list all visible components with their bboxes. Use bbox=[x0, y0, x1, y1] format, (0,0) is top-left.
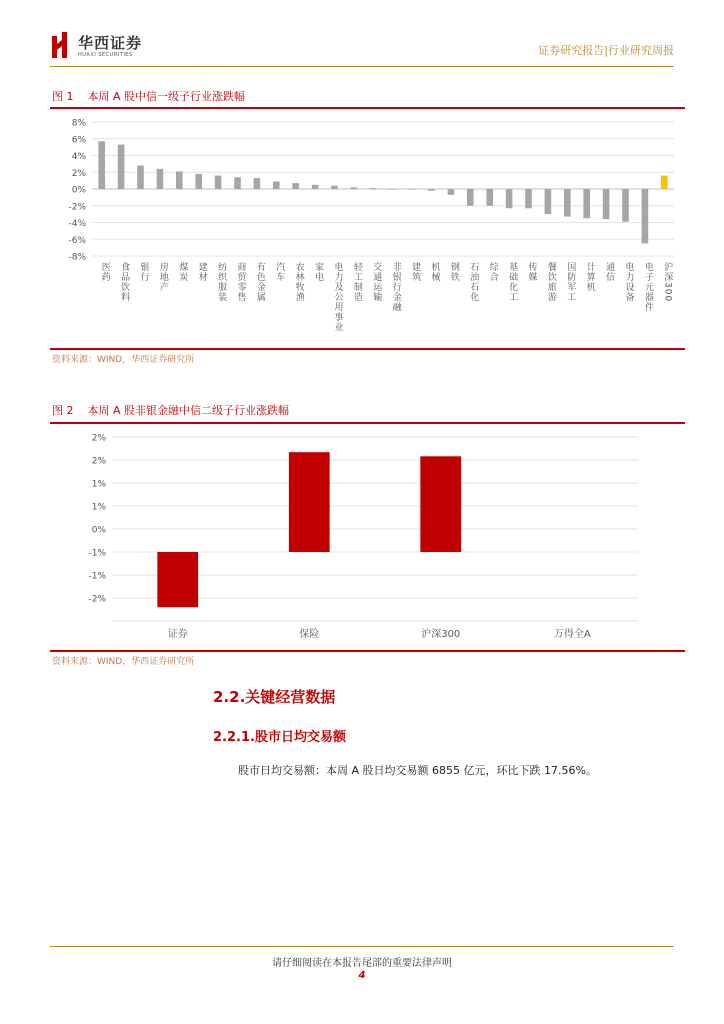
figure1-caption bbox=[52, 88, 245, 104]
chart2-category-label: 证券 bbox=[167, 629, 188, 640]
chart1-bar bbox=[603, 189, 610, 219]
chart2-ytick-label: 2% bbox=[91, 433, 106, 444]
chart1-category-label: 餐饮旅游 bbox=[545, 262, 556, 302]
chart1-category-label: 农林牧渔 bbox=[293, 262, 304, 302]
chart1 bbox=[50, 110, 685, 348]
chart1-category-label: 纺织服装 bbox=[216, 262, 227, 302]
chart1-ytick-label: 4% bbox=[71, 152, 86, 162]
chart1-category-label: 交通运输 bbox=[371, 262, 382, 302]
chart1-bar bbox=[195, 174, 202, 189]
chart1-ytick-label: 6% bbox=[71, 135, 86, 146]
figure2-caption bbox=[52, 402, 289, 418]
chart1-ytick-label: -4% bbox=[68, 219, 86, 229]
chart1-category-label: 综合 bbox=[487, 262, 498, 282]
legal-notice: 请仔细阅读在本报告尾部的重要法律声明 bbox=[272, 958, 452, 969]
chart1-category-label: 煤炭 bbox=[177, 262, 188, 282]
chart2-ytick-label: 2% bbox=[91, 456, 106, 467]
chart1-bar bbox=[486, 189, 493, 206]
chart1-category-label: 沪深300 bbox=[662, 262, 673, 303]
chart2-bar bbox=[157, 552, 198, 607]
chart1-bar bbox=[525, 189, 532, 208]
chart1-bar bbox=[467, 189, 474, 206]
footer-divider bbox=[50, 946, 674, 947]
chart1-category-label: 电子元器件 bbox=[642, 262, 653, 312]
chart1-bar bbox=[157, 169, 164, 189]
figure1-source: 资料来源：WIND，华西证券研究所 bbox=[52, 355, 195, 365]
chart1-bar bbox=[98, 141, 105, 189]
chart1-category-label: 商贸零售 bbox=[235, 262, 246, 302]
chart1-category-label: 非银行金融 bbox=[390, 262, 401, 312]
chart1-category-label: 医药 bbox=[99, 262, 110, 282]
chart1-category-label: 房地产 bbox=[157, 262, 168, 292]
chart1-category-label: 建材 bbox=[196, 262, 207, 282]
chart1-category-label: 机械 bbox=[429, 262, 440, 282]
chart2-category-label: 保险 bbox=[299, 629, 320, 640]
chart1-bar bbox=[292, 183, 299, 189]
chart2-bar bbox=[289, 452, 330, 552]
chart1-bar bbox=[622, 189, 629, 222]
chart1-category-label: 石油石化 bbox=[468, 262, 479, 302]
chart1-category-label: 建筑 bbox=[410, 262, 421, 282]
chart1-bar bbox=[137, 166, 144, 189]
chart1-bar bbox=[545, 189, 552, 214]
chart1-bar bbox=[118, 145, 125, 189]
logo-subtext: HUAXI SECURITIES bbox=[78, 52, 133, 58]
chart1-bar bbox=[506, 189, 513, 208]
figure1-number: 图 1 bbox=[52, 90, 74, 103]
chart1-category-label: 电力设备 bbox=[623, 262, 634, 302]
subsection-heading: 2.2.1.股市日均交易额 bbox=[213, 730, 346, 745]
chart1-bar bbox=[428, 189, 435, 191]
chart1-bar bbox=[331, 186, 338, 189]
chart1-bar bbox=[215, 176, 222, 189]
chart1-category-label: 通信 bbox=[604, 262, 615, 282]
chart1-category-label: 家电 bbox=[313, 262, 324, 282]
figure2-title: 本周 A 股非银金融中信二级子行业涨跌幅 bbox=[87, 404, 290, 417]
chart1-category-label: 电力及公用事业 bbox=[332, 262, 343, 332]
page-header bbox=[50, 30, 674, 66]
chart2 bbox=[50, 425, 685, 650]
chart2-ytick-label: -1% bbox=[88, 548, 106, 559]
chart1-bar bbox=[409, 189, 416, 190]
chart2-ytick-label: 0% bbox=[91, 525, 106, 536]
chart1-category-label: 国防军工 bbox=[565, 262, 576, 302]
chart1-ytick-label: -6% bbox=[68, 235, 86, 246]
chart1-bar bbox=[448, 189, 455, 195]
chart1-category-label: 有色金属 bbox=[254, 262, 265, 302]
chart1-category-label: 计算机 bbox=[584, 262, 595, 292]
chart2-category-label: 万得全A bbox=[553, 629, 591, 640]
section-heading: 2.2.关键经营数据 bbox=[213, 688, 336, 706]
chart2-ytick-label: 1% bbox=[91, 502, 106, 513]
chart1-ytick-label: -8% bbox=[68, 252, 86, 263]
chart1-category-label: 银行 bbox=[138, 262, 149, 282]
chart1-bar bbox=[564, 189, 571, 217]
chart1-bar bbox=[389, 189, 396, 190]
figure2-top-rule bbox=[50, 422, 685, 424]
chart1-bar bbox=[254, 178, 261, 189]
figure2-source: 资料来源：WIND，华西证券研究所 bbox=[52, 657, 195, 667]
chart1-bar bbox=[583, 189, 590, 218]
chart1-category-label: 基础化工 bbox=[507, 262, 518, 302]
figure2-number: 图 2 bbox=[52, 404, 74, 417]
chart2-ytick-label: -1% bbox=[88, 571, 106, 582]
chart1-ytick-label: 8% bbox=[71, 118, 86, 129]
header-divider bbox=[50, 66, 674, 67]
chart2-bar bbox=[420, 456, 461, 552]
chart1-category-label: 轻工制造 bbox=[351, 262, 362, 302]
chart1-bar bbox=[234, 177, 241, 189]
report-type: 证券研究报告|行业研究周报 bbox=[538, 44, 674, 57]
chart1-bar bbox=[661, 176, 668, 189]
chart1-bar bbox=[176, 171, 183, 189]
chart1-ytick-label: 2% bbox=[71, 168, 86, 179]
chart1-ytick-label: 0% bbox=[71, 185, 86, 196]
chart2-ytick-label: -2% bbox=[88, 594, 106, 605]
chart1-category-label: 食品饮料 bbox=[119, 262, 130, 302]
chart2-category-label: 沪深300 bbox=[421, 629, 461, 640]
figure1-top-rule bbox=[50, 107, 685, 109]
page-number: 4 bbox=[358, 970, 366, 981]
chart1-ytick-label: -2% bbox=[68, 202, 86, 213]
chart1-bar bbox=[642, 189, 649, 243]
chart1-bar bbox=[312, 185, 319, 189]
huaxi-logo-icon bbox=[52, 32, 70, 58]
figure2-bottom-rule bbox=[50, 650, 685, 652]
chart1-category-label: 钢铁 bbox=[448, 262, 459, 282]
chart1-bar bbox=[370, 188, 377, 189]
chart1-bar bbox=[273, 181, 280, 189]
logo-text: 华西证券 bbox=[78, 34, 143, 52]
chart1-category-label: 汽车 bbox=[274, 262, 285, 282]
figure1-title: 本周 A 股中信一级子行业涨跌幅 bbox=[87, 90, 246, 103]
body-paragraph: 股市日均交易额：本周 A 股日均交易额 6855 亿元，环比下跌 17.56%。 bbox=[238, 764, 597, 777]
chart1-category-label: 传媒 bbox=[526, 262, 537, 282]
chart1-bar bbox=[351, 187, 358, 189]
figure1-bottom-rule bbox=[50, 348, 685, 350]
chart2-ytick-label: 1% bbox=[91, 479, 106, 490]
